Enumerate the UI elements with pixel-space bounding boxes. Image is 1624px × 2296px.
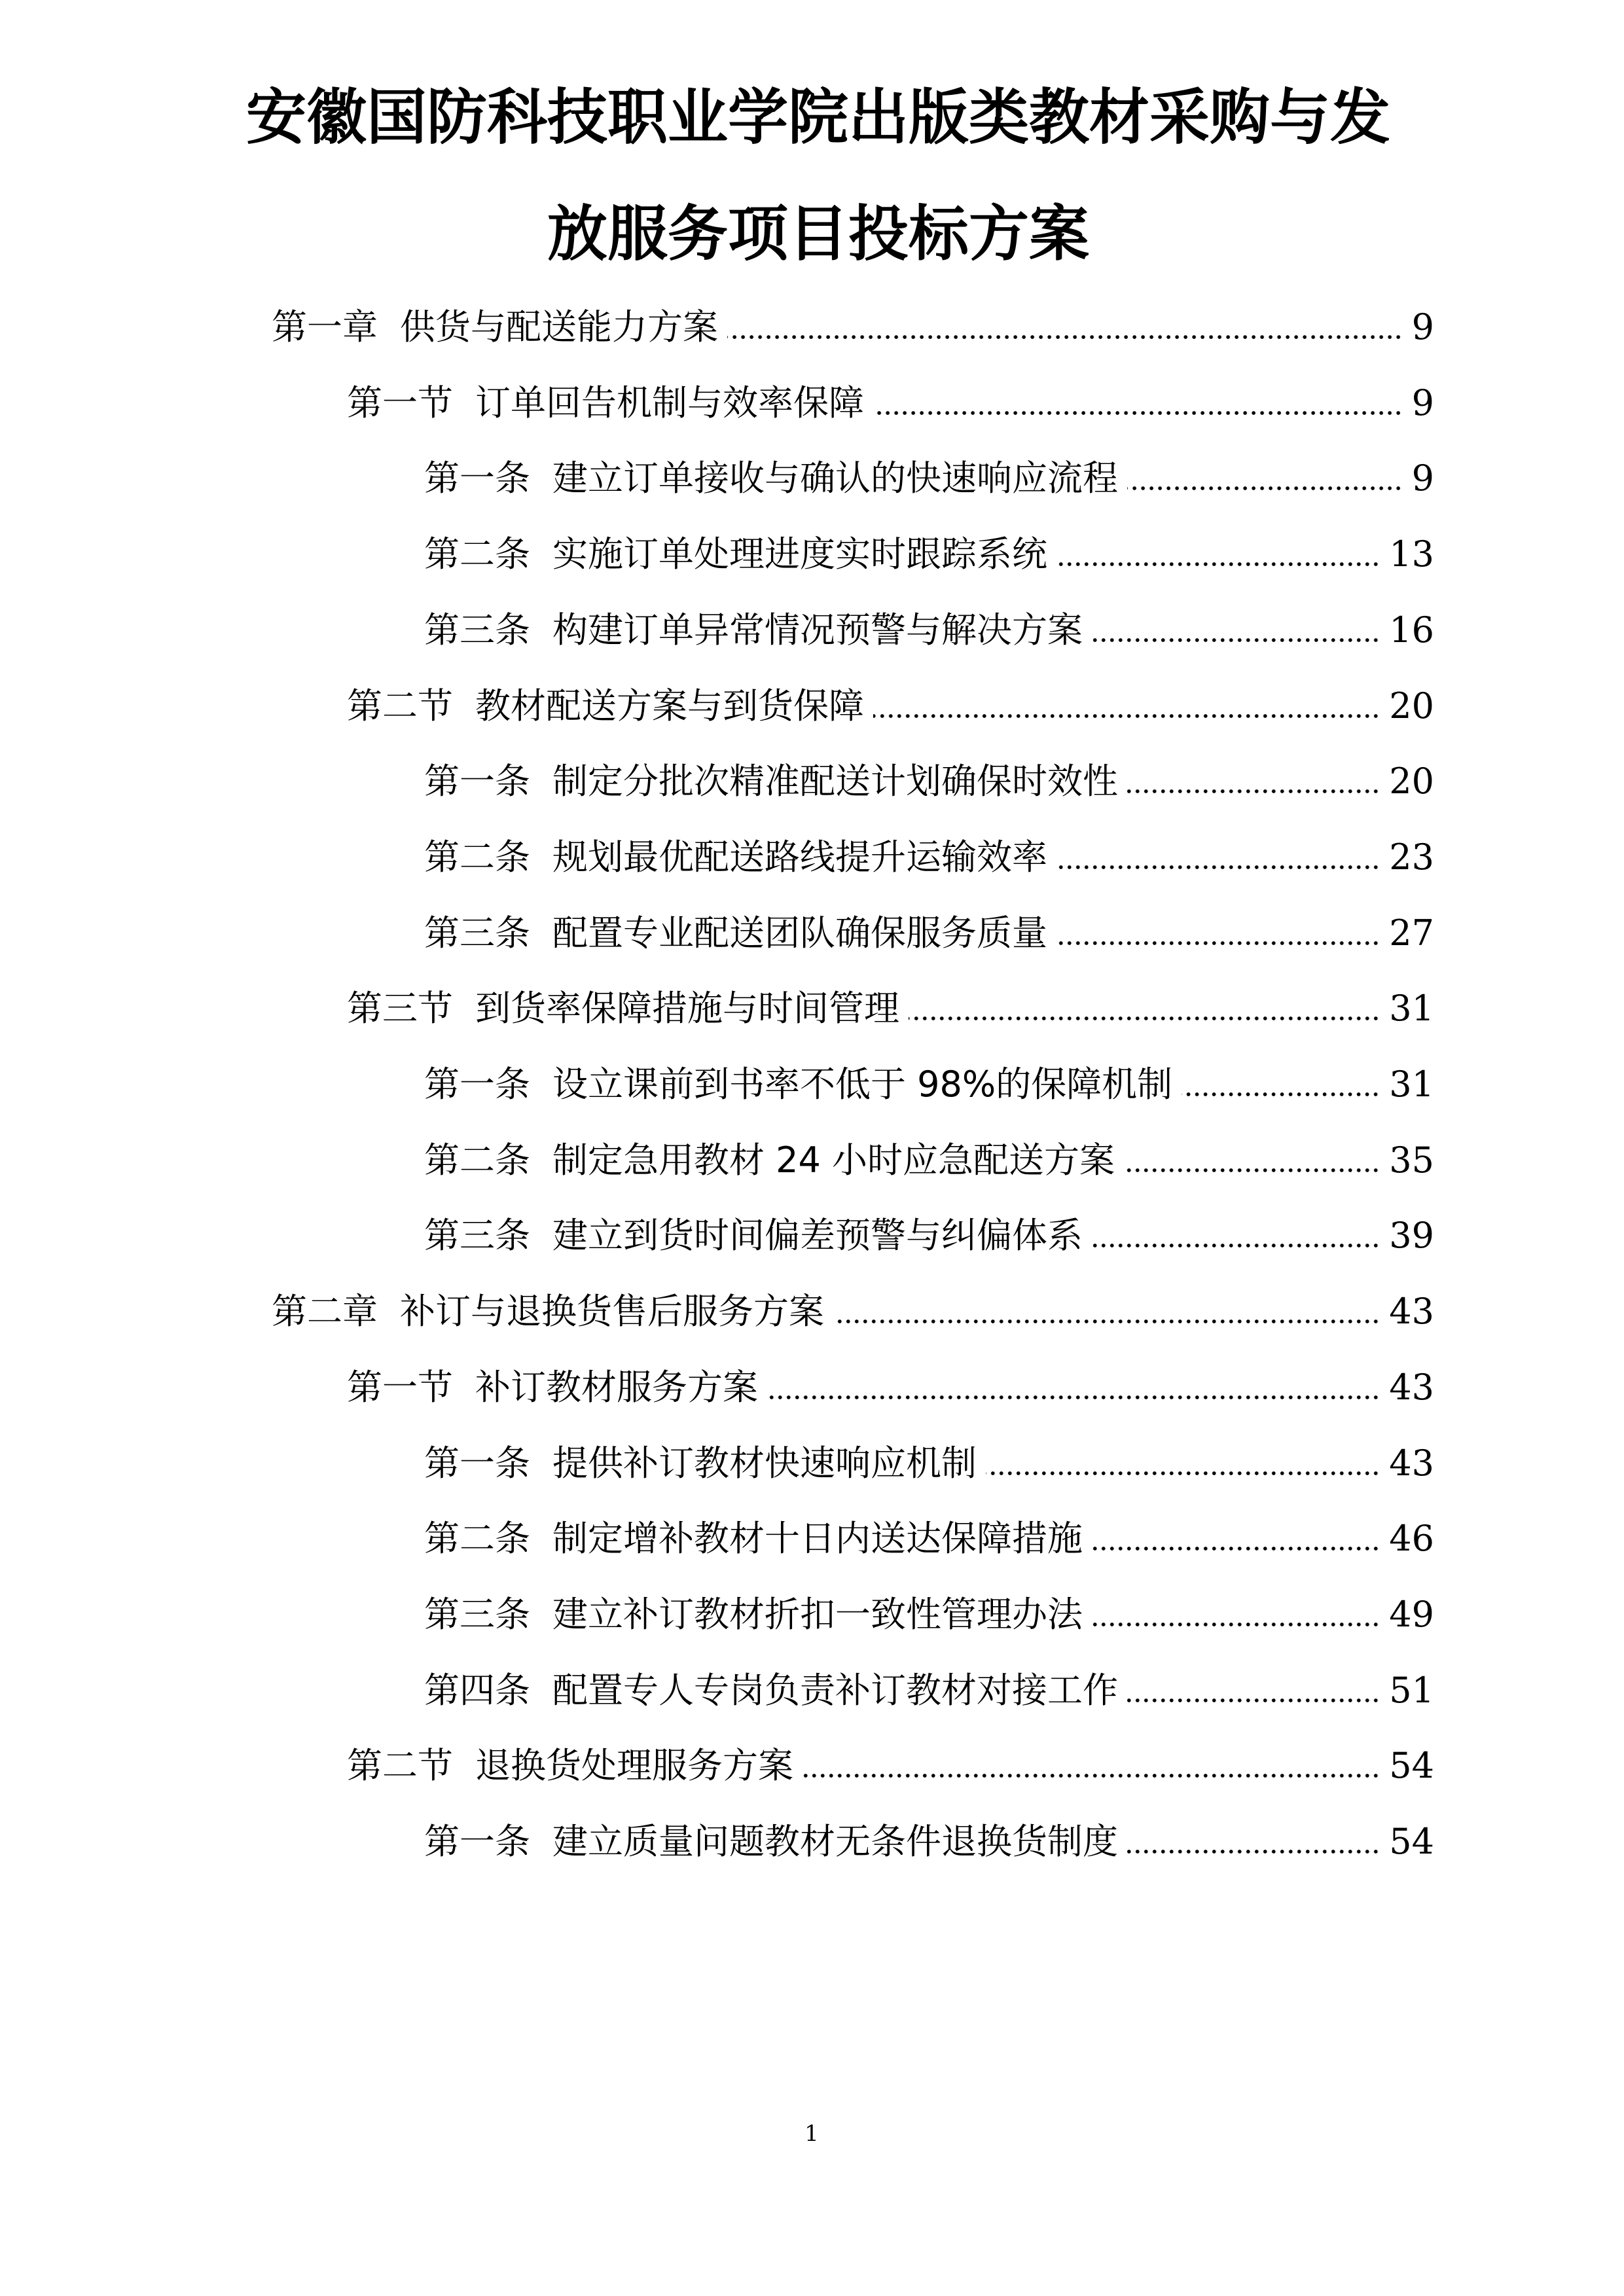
toc-entry-page-number: 9: [1411, 382, 1434, 423]
toc-dot-leader: [1056, 865, 1380, 870]
toc-dot-leader: [1092, 1243, 1380, 1248]
toc-entry-page-number: 31: [1389, 1064, 1434, 1105]
toc-dot-leader: [1182, 1092, 1380, 1097]
toc-entry-article[interactable]: [424, 1516, 1434, 1562]
toc-entry-chapter[interactable]: [272, 304, 1434, 350]
toc-entry-number: 第二条: [424, 836, 530, 878]
toc-entry-article[interactable]: [424, 834, 1434, 880]
toc-dot-leader: [1127, 486, 1403, 491]
toc-entry-page-number: 54: [1389, 1745, 1434, 1786]
toc-entry-number: 第四条: [424, 1670, 530, 1711]
page-number: 1: [804, 2121, 819, 2147]
toc-entry-page-number: 9: [1411, 457, 1434, 499]
toc-entry-title: 建立到货时间偏差预警与纠偏体系: [552, 1215, 1083, 1256]
toc-entry-page-number: 9: [1411, 306, 1434, 348]
toc-entry-article[interactable]: [424, 1441, 1434, 1486]
toc-entry-title: 制定分批次精准配送计划确保时效性: [552, 761, 1118, 802]
toc-entry-number: 第二条: [424, 533, 530, 575]
toc-entry-number: 第一条: [424, 1821, 530, 1862]
toc-entry-title: 到货率保障措施与时间管理: [475, 988, 899, 1029]
toc-entry-title: 配置专人专岗负责补订教材对接工作: [552, 1670, 1118, 1711]
toc-dot-leader: [1056, 562, 1380, 567]
toc-dot-leader: [1127, 1849, 1380, 1854]
toc-entry-title: 补订与退换货售后服务方案: [400, 1291, 824, 1332]
toc-dot-leader: [1092, 637, 1380, 643]
toc-entry-number: 第三条: [424, 1594, 530, 1635]
toc-entry-title: 退换货处理服务方案: [475, 1745, 793, 1786]
toc-entry-title: 制定增补教材十日内送达保障措施: [552, 1518, 1083, 1559]
toc-dot-leader: [986, 1471, 1380, 1476]
toc-entry-number: 第一节: [347, 1367, 453, 1408]
toc-entry-page-number: 43: [1389, 1367, 1434, 1408]
toc-dot-leader: [1092, 1622, 1380, 1627]
toc-dot-leader: [1124, 1168, 1380, 1173]
toc-entry-number: 第一章: [272, 306, 378, 348]
toc-entry-article[interactable]: [424, 1592, 1434, 1638]
toc-entry-article[interactable]: [424, 531, 1434, 577]
toc-dot-leader: [909, 1016, 1380, 1021]
toc-entry-article[interactable]: [424, 1062, 1434, 1107]
toc-dot-leader: [833, 1319, 1380, 1324]
toc-entry-number: 第二节: [347, 685, 453, 726]
toc-entry-title: 规划最优配送路线提升运输效率: [552, 836, 1047, 878]
toc-entry-page-number: 43: [1389, 1291, 1434, 1332]
toc-entry-number: 第一条: [424, 457, 530, 499]
toc-entry-title: 建立订单接收与确认的快速响应流程: [552, 457, 1118, 499]
document-title-line-1: 安徽国防科技职业学院出版类教材采购与发: [245, 82, 1390, 152]
toc-dot-leader: [1127, 789, 1380, 794]
toc-entry-page-number: 51: [1389, 1670, 1434, 1711]
toc-entry-page-number: 43: [1389, 1443, 1434, 1484]
toc-entry-article[interactable]: [424, 456, 1434, 501]
toc-dot-leader: [767, 1395, 1380, 1400]
toc-entry-title: 建立补订教材折扣一致性管理办法: [552, 1594, 1083, 1635]
toc-entry-number: 第三条: [424, 1215, 530, 1256]
toc-entry-title: 建立质量问题教材无条件退换货制度: [552, 1821, 1118, 1862]
toc-entry-title: 制定急用教材 24 小时应急配送方案: [552, 1139, 1115, 1181]
toc-entry-page-number: 20: [1389, 761, 1434, 802]
toc-entry-section[interactable]: [347, 986, 1434, 1031]
toc-entry-number: 第二条: [424, 1518, 530, 1559]
toc-entry-number: 第二条: [424, 1139, 530, 1181]
toc-dot-leader: [1092, 1546, 1380, 1551]
toc-entry-chapter[interactable]: [272, 1289, 1434, 1335]
toc-entry-page-number: 31: [1389, 988, 1434, 1029]
toc-entry-article[interactable]: [424, 1213, 1434, 1259]
toc-entry-number: 第三条: [424, 609, 530, 651]
toc-entry-number: 第二节: [347, 1745, 453, 1786]
toc-dot-leader: [1056, 941, 1380, 946]
toc-entry-title: 构建订单异常情况预警与解决方案: [552, 609, 1083, 651]
toc-entry-title: 设立课前到书率不低于 98%的保障机制: [552, 1064, 1173, 1105]
toc-entry-page-number: 27: [1389, 912, 1434, 954]
toc-entry-title: 提供补订教材快速响应机制: [552, 1443, 977, 1484]
toc-entry-page-number: 13: [1389, 533, 1434, 575]
toc-dot-leader: [1127, 1698, 1380, 1703]
toc-dot-leader: [873, 713, 1380, 719]
toc-entry-title: 补订教材服务方案: [475, 1367, 758, 1408]
toc-entry-number: 第一节: [347, 382, 453, 423]
toc-entry-title: 教材配送方案与到货保障: [475, 685, 864, 726]
toc-entry-page-number: 39: [1389, 1215, 1434, 1256]
toc-entry-page-number: 35: [1389, 1139, 1434, 1181]
toc-entry-number: 第一条: [424, 761, 530, 802]
toc-entry-number: 第三节: [347, 988, 453, 1029]
toc-entry-section[interactable]: [347, 1743, 1434, 1789]
toc-entry-title: 实施订单处理进度实时跟踪系统: [552, 533, 1047, 575]
toc-entry-number: 第二章: [272, 1291, 378, 1332]
toc-entry-article[interactable]: [424, 910, 1434, 956]
toc-entry-page-number: 23: [1389, 836, 1434, 878]
toc-entry-title: 配置专业配送团队确保服务质量: [552, 912, 1047, 954]
toc-entry-article[interactable]: [424, 1819, 1434, 1865]
toc-entry-title: 订单回告机制与效率保障: [475, 382, 864, 423]
toc-entry-article[interactable]: [424, 607, 1434, 653]
document-title-line-2: 放服务项目投标方案: [547, 199, 1089, 269]
toc-entry-section[interactable]: [347, 683, 1434, 729]
toc-entry-article[interactable]: [424, 759, 1434, 804]
toc-entry-page-number: 49: [1389, 1594, 1434, 1635]
toc-entry-page-number: 20: [1389, 685, 1434, 726]
toc-dot-leader: [727, 334, 1403, 340]
toc-entry-page-number: 54: [1389, 1821, 1434, 1862]
toc-entry-number: 第一条: [424, 1064, 530, 1105]
toc-dot-leader: [803, 1773, 1380, 1778]
toc-entry-page-number: 46: [1389, 1518, 1434, 1559]
toc-entry-page-number: 16: [1389, 609, 1434, 651]
toc-entry-number: 第一条: [424, 1443, 530, 1484]
toc-entry-section[interactable]: [347, 1365, 1434, 1410]
toc-entry-section[interactable]: [347, 380, 1434, 426]
toc-dot-leader: [873, 410, 1403, 416]
toc-entry-article[interactable]: [424, 1138, 1434, 1183]
toc-entry-title: 供货与配送能力方案: [400, 306, 718, 348]
toc-entry-article[interactable]: [424, 1668, 1434, 1713]
toc-entry-number: 第三条: [424, 912, 530, 954]
